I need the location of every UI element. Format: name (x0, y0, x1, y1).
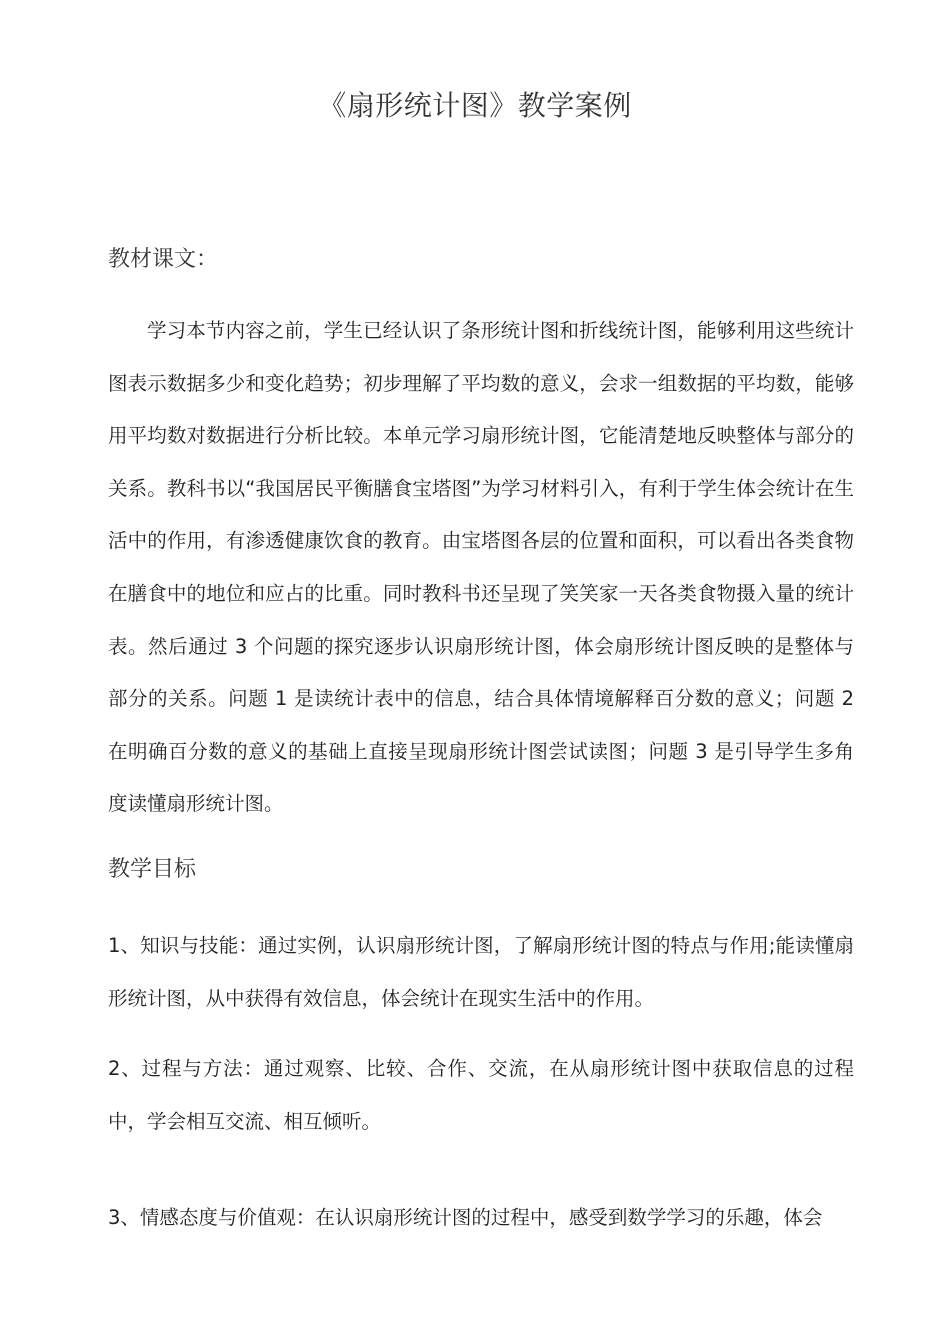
teaching-goal-attitude: 3、情感态度与价值观：在认识扇形统计图的过程中，感受到数学学习的乐趣，体会 (108, 1206, 823, 1229)
teaching-goal-process: 2、过程与方法：通过观察、比较、合作、交流，在从扇形统计图中获取信息的过程中，学会相互交流、相互倾听。 (108, 1057, 854, 1133)
document-title: 《扇形统计图》教学案例 (318, 89, 632, 122)
teaching-goal-knowledge: 1、知识与技能：通过实例，认识扇形统计图，了解扇形统计图的特点与作用;能读懂扇形统计图，从中获得有效信息，体会统计在现实生活中的作用。 (108, 934, 854, 1010)
textbook-paragraph: 学习本节内容之前，学生已经认识了条形统计图和折线统计图，能够利用这些统计图表示数据多少和变化趋势；初步理解了平均数的意义，会求一组数据的平均数，能够用平均数对数据进行分析比较。本单元学习扇形统计图，它能清楚地反映整体与部分的关系。教科书以“我国居民平衡膳食宝塔图”为学习材料引入，有利于学生体会统计在生活中的作用，有渗透健康饮食的教育。由宝塔图各层的位置和面积，可以看出各类食物在膳食中的地位和应占的比重。同时教科书还呈现了笑笑家一天各类食物摄入量的统计表。然后通过 3 个问题的探究逐步认识扇形统计图，体会扇形统计图反映的是整体与部分的关系。问题 1 是读统计表中的信息，结合具体情境解释百分数的意义；问题 2 在明确百分数的意义的基础上直接呈现扇形统计图尝试读图；问题 3 是引导学生多角度读懂扇形统计图。 (108, 319, 854, 816)
section-heading-teaching-goals: 教学目标 (108, 857, 197, 882)
section-heading-textbook: 教材课文： (108, 247, 219, 272)
